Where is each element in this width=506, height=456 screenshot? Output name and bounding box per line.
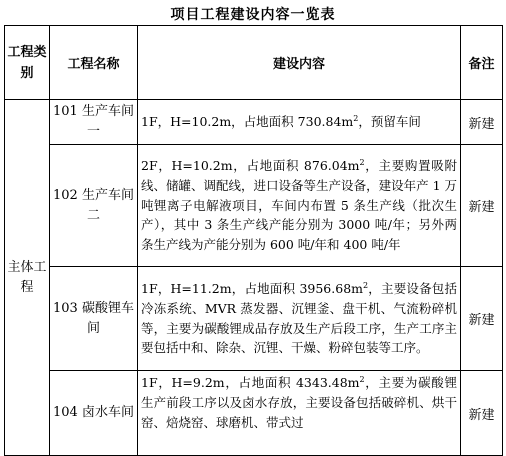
project-name: 101 生产车间一: [50, 100, 138, 145]
table-row: [5, 267, 503, 371]
table-title: 项目工程建设内容一览表: [170, 7, 336, 23]
table-row: [5, 371, 503, 456]
header-name: 工程名称: [50, 26, 138, 100]
project-content: 1F，H=11.2m，占地面积 $3956.68m^2$，主要设备包括冷冻系统、MVR 蒸发器、沉锂釜、盘干机、气流粉碎机等，主要为碳酸锂成品存放及生产后段工序，生产工序主要包括中和、除杂、沉锂、干燥、粉碎包装等工序。: [138, 267, 461, 371]
project-note: 新建: [461, 145, 503, 267]
header-category: 工程类别: [5, 26, 50, 100]
table-row: [5, 145, 503, 267]
table-header-row: [5, 26, 503, 100]
category-main: 主体工程: [5, 100, 50, 456]
project-note: 新建: [461, 100, 503, 145]
project-name: 102 生产车间二: [50, 145, 138, 267]
project-note: 新建: [461, 267, 503, 371]
project-name: 104 卤水车间: [50, 371, 138, 456]
project-name: 103 碳酸锂车间: [50, 267, 138, 371]
table-row: [5, 100, 503, 145]
project-note: 新建: [461, 371, 503, 456]
header-note: 备注: [461, 26, 503, 100]
header-content: 建设内容: [138, 26, 461, 100]
project-content: 1F，H=10.2m，占地面积 $730.84m^2$，预留车间: [138, 100, 461, 145]
construction-table: [4, 25, 503, 456]
project-content: 2F，H=10.2m，占地面积 $876.04m^2$，主要购置吸附线、储罐、调配线，进口设备等生产设备，建设年产 1 万吨锂离子电解液项目，车间内布置 5 条生产线（批次生产），其中 3 条生产线产能分别为 3000 吨/年；另外两条生产线为产能分别为 600 吨/年和 400 吨/年: [138, 145, 461, 267]
project-content: 1F，H=9.2m，占地面积 $4343.48m^2$，主要为碳酸锂生产前段工序以及卤水存放，主要设备包括破碎机、烘干窑、焙烧窑、球磨机、带式过: [138, 371, 461, 456]
